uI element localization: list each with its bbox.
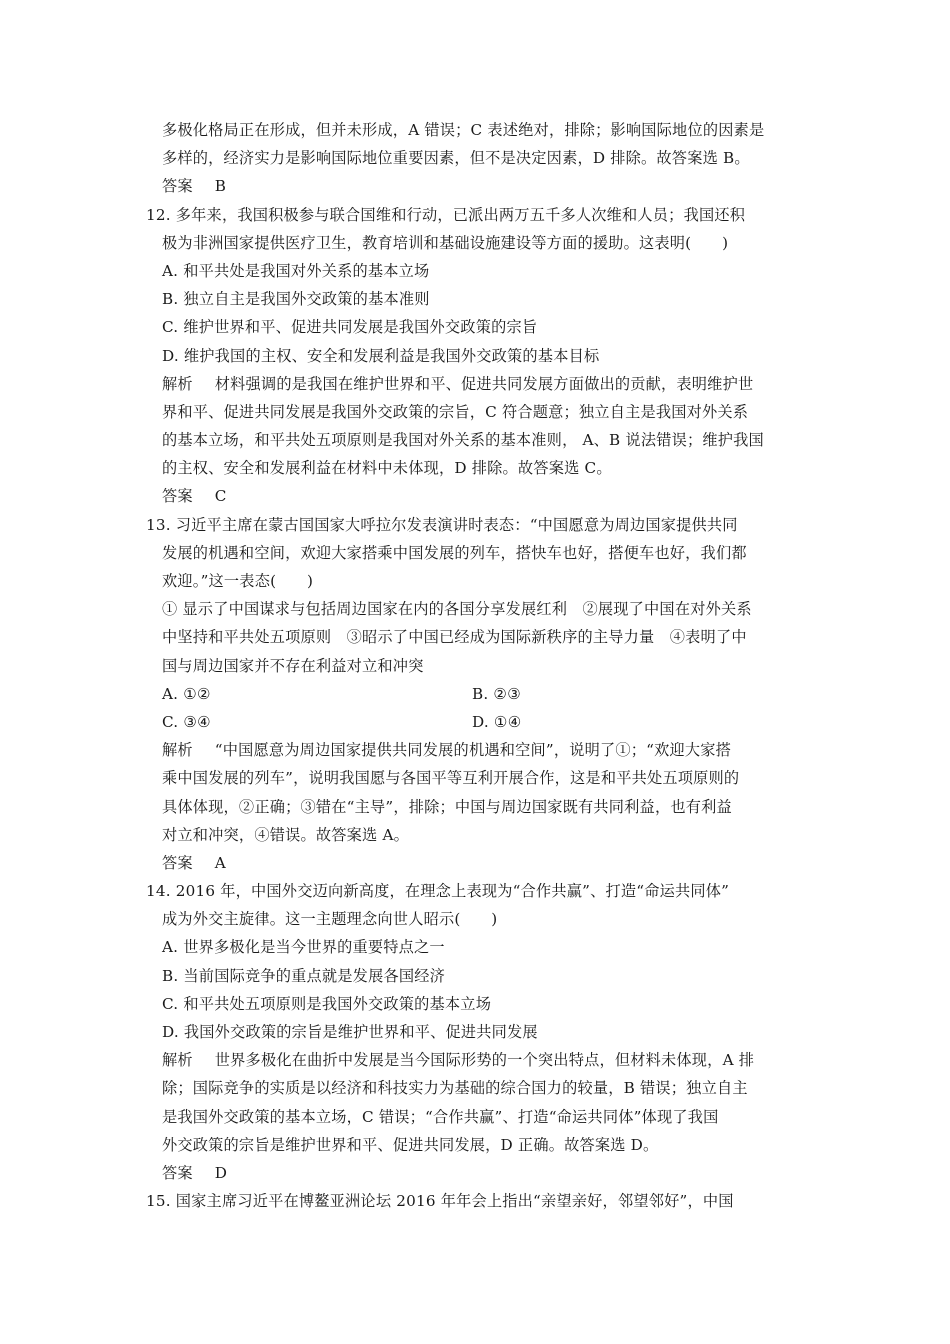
text-line: D. 我国外交政策的宗旨是维护世界和平、促进共同发展	[162, 1023, 538, 1041]
analysis-line	[0, 370, 950, 398]
text-line: 是我国外交政策的基本立场，C 错误；“合作共赢”、打造“命运共同体”体现了我国	[162, 1107, 719, 1126]
text-line: 国与周边国家并不存在利益对立和冲突	[162, 656, 424, 675]
text-line: B. 独立自主是我国外交政策的基本准则	[162, 290, 430, 309]
answer-line	[0, 1159, 950, 1187]
analysis-text: “中国愿意为周边国家提供共同发展的机遇和空间”，说明了①；“欢迎大家搭	[214, 741, 732, 760]
analysis-line	[0, 736, 950, 764]
text-line: 的主权、安全和发展利益在材料中未体现，D 排除。故答案选 C。	[162, 459, 612, 478]
text-line: 多样的，经济实力是影响国际地位重要因素，但不是决定因素，D 排除。故答案选 B。	[162, 149, 750, 168]
text-line: B. 当前国际竞争的重点就是发展各国经济	[162, 966, 446, 985]
text-line: 乘中国发展的列车”，说明我国愿与各国平等互利开展合作，这是和平共处五项原则的	[162, 769, 740, 788]
text-line: 外交政策的宗旨是维护世界和平、促进共同发展，D 正确。故答案选 D。	[162, 1135, 659, 1154]
answer-label: 答案	[162, 177, 193, 196]
option-left: A. ①②	[162, 684, 211, 703]
question-line: 15. 国家主席习近平在博鳌亚洲论坛 2016 年年会上指出“亲望亲好，邻望邻好”，中国	[146, 1192, 734, 1211]
question-line: 13. 习近平主席在蒙古国国家大呼拉尔发表演讲时表态：“中国愿意为周边国家提供共同	[146, 515, 738, 534]
text-line: 欢迎。”这一表态( )	[162, 572, 314, 590]
analysis-label: 解析	[162, 374, 193, 393]
text-line: 中坚持和平共处五项原则 ③昭示了中国已经成为国际新秩序的主导力量 ④表明了中	[162, 628, 747, 647]
analysis-line	[0, 1046, 950, 1074]
text-line: ① 显示了中国谋求与包括周边国家在内的各国分享发展红利 ②展现了中国在对外关系	[162, 600, 752, 619]
answer-value: D	[214, 1163, 228, 1182]
text-line: A. 和平共处是我国对外关系的基本立场	[162, 261, 430, 280]
answer-line	[0, 172, 950, 200]
question-line: 14. 2016 年，中国外交迈向新高度，在理念上表现为“合作共赢”、打造“命运共同体”	[146, 882, 730, 901]
answer-value: B	[214, 177, 227, 196]
document-page	[0, 116, 950, 1215]
text-line: D. 维护我国的主权、安全和发展利益是我国外交政策的基本目标	[162, 346, 600, 365]
analysis-label: 解析	[162, 1051, 193, 1070]
question-line: 12. 多年来，我国积极参与联合国维和行动，已派出两万五千多人次维和人员；我国还积	[146, 205, 746, 224]
text-line: 的基本立场，和平共处五项原则是我国对外关系的基本准则， A、B 说法错误；维护我国	[162, 431, 764, 450]
answer-label: 答案	[162, 487, 193, 506]
answer-line	[0, 482, 950, 510]
text-line: C. 和平共处五项原则是我国外交政策的基本立场	[162, 994, 492, 1013]
answer-label: 答案	[162, 1163, 193, 1182]
text-line: 具体体现，②正确；③错在“主导”，排除；中国与周边国家既有共同利益，也有利益	[162, 797, 732, 816]
answer-value: C	[214, 487, 227, 506]
text-line: 多极化格局正在形成，但并未形成，A 错误；C 表述绝对，排除；影响国际地位的因素是	[162, 121, 765, 139]
text-line: 成为外交主旋律。这一主题理念向世人昭示( )	[162, 910, 498, 929]
text-line: 除；国际竞争的实质是以经济和科技实力为基础的综合国力的较量，B 错误；独立自主	[162, 1079, 748, 1098]
option-left: C. ③④	[162, 712, 211, 731]
analysis-text: 世界多极化在曲折中发展是当今国际形势的一个突出特点，但材料未体现，A 排	[214, 1051, 755, 1070]
text-line: A. 世界多极化是当今世界的重要特点之一	[162, 938, 445, 957]
option-row	[0, 708, 950, 736]
text-line: C. 维护世界和平、促进共同发展是我国外交政策的宗旨	[162, 318, 538, 337]
text-line: 发展的机遇和空间，欢迎大家搭乘中国发展的列车，搭快车也好，搭便车也好，我们都	[162, 543, 747, 562]
analysis-text: 材料强调的是我国在维护世界和平、促进共同发展方面做出的贡献，表明维护世	[214, 374, 754, 393]
option-right: D. ①④	[472, 712, 522, 731]
text-line: 极为非洲国家提供医疗卫生，教育培训和基础设施建设等方面的援助。这表明( )	[162, 233, 729, 252]
answer-label: 答案	[162, 853, 193, 872]
option-right: B. ②③	[472, 684, 522, 703]
option-row	[0, 680, 950, 708]
answer-value: A	[214, 853, 226, 872]
analysis-label: 解析	[162, 741, 193, 760]
text-line: 界和平、促进共同发展是我国外交政策的宗旨，C 符合题意；独立自主是我国对外关系	[162, 402, 749, 421]
text-line: 对立和冲突，④错误。故答案选 A。	[162, 825, 410, 844]
answer-line	[0, 849, 950, 877]
